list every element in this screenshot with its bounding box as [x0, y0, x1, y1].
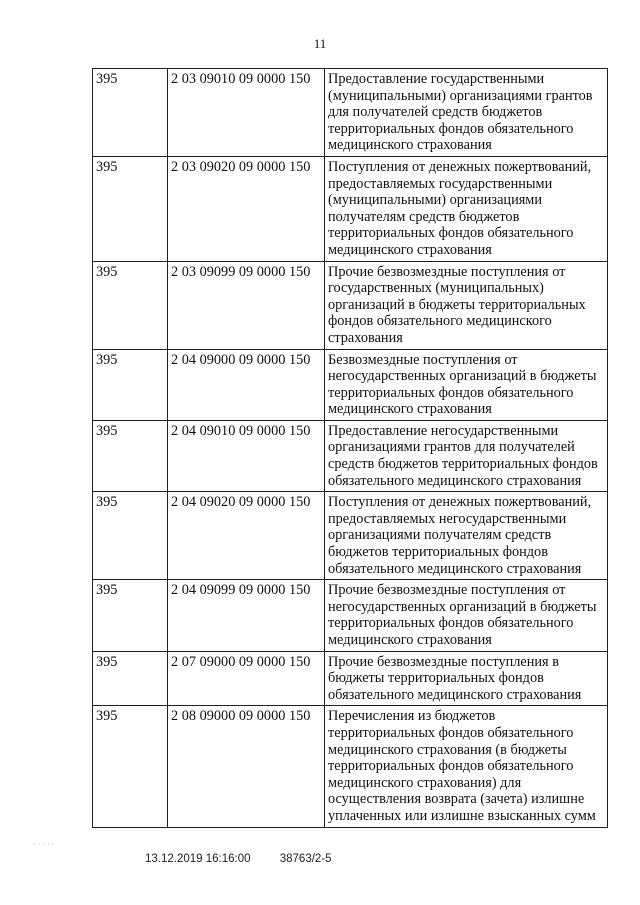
- table-row: [93, 349, 608, 420]
- footer-doc-number: 38763/2-5: [279, 853, 332, 865]
- admin-code-cell: 395: [93, 420, 168, 491]
- admin-code-cell: 395: [93, 69, 168, 157]
- budget-code-cell: 2 07 09000 09 0000 150: [168, 651, 325, 706]
- page-number: 11: [313, 36, 327, 51]
- table-row: [93, 420, 608, 491]
- table-row: [93, 261, 608, 349]
- budget-code-cell: 2 04 09010 09 0000 150: [168, 420, 325, 491]
- document-footer: [145, 853, 332, 865]
- income-name-cell: Предоставление государственными (муниципальными) организациями грантов для получателей средств бюджетов территориальных фондов обязательного медицинского страхования: [325, 69, 608, 157]
- table-row: [93, 706, 608, 827]
- income-name-cell: Перечисления из бюджетов территориальных фондов обязательного медицинского страхования (в бюджеты территориальных фондов обязательного медицинского страхования) для осуществления возврата (зачета) излишне уплаченных или излишне взысканных сумм: [325, 706, 608, 827]
- table-row: [93, 651, 608, 706]
- income-name-cell: Поступления от денежных пожертвований, предоставляемых негосударственными организациями получателям средств бюджетов территориальных фондов обязательного медицинского страхования: [325, 492, 608, 580]
- budget-code-cell: 2 03 09099 09 0000 150: [168, 261, 325, 349]
- footer-datetime: 13.12.2019 16:16:00: [145, 853, 251, 865]
- budget-code-cell: 2 04 09099 09 0000 150: [168, 580, 325, 651]
- table-row: [93, 156, 608, 261]
- budget-code-cell: 2 08 09000 09 0000 150: [168, 706, 325, 827]
- budget-code-cell: 2 03 09010 09 0000 150: [168, 69, 325, 157]
- table-row: [93, 580, 608, 651]
- budget-code-cell: 2 04 09000 09 0000 150: [168, 349, 325, 420]
- table-row: [93, 69, 608, 157]
- income-name-cell: Поступления от денежных пожертвований, предоставляемых государственными (муниципальными) организациями получателям средств бюджетов территориальных фондов обязательного медицинского страхования: [325, 156, 608, 261]
- income-name-cell: Безвозмездные поступления от негосударственных организаций в бюджеты территориальных фондов обязательного медицинского страхования: [325, 349, 608, 420]
- admin-code-cell: 395: [93, 156, 168, 261]
- admin-code-cell: 395: [93, 349, 168, 420]
- admin-code-cell: 395: [93, 651, 168, 706]
- scan-margin-marks: · · · · ·: [33, 840, 55, 849]
- income-name-cell: Предоставление негосударственными организациями грантов для получателей средств бюджетов территориальных фондов обязательного медицинского страхования: [325, 420, 608, 491]
- budget-codes-table: [92, 68, 608, 828]
- admin-code-cell: 395: [93, 580, 168, 651]
- income-name-cell: Прочие безвозмездные поступления от государственных (муниципальных) организаций в бюджеты территориальных фондов обязательного медицинского страхования: [325, 261, 608, 349]
- admin-code-cell: 395: [93, 492, 168, 580]
- income-name-cell: Прочие безвозмездные поступления от негосударственных организаций в бюджеты территориальных фондов обязательного медицинского страхования: [325, 580, 608, 651]
- table-row: [93, 492, 608, 580]
- admin-code-cell: 395: [93, 261, 168, 349]
- admin-code-cell: 395: [93, 706, 168, 827]
- budget-code-cell: 2 04 09020 09 0000 150: [168, 492, 325, 580]
- budget-code-cell: 2 03 09020 09 0000 150: [168, 156, 325, 261]
- income-name-cell: Прочие безвозмездные поступления в бюджеты территориальных фондов обязательного медицинского страхования: [325, 651, 608, 706]
